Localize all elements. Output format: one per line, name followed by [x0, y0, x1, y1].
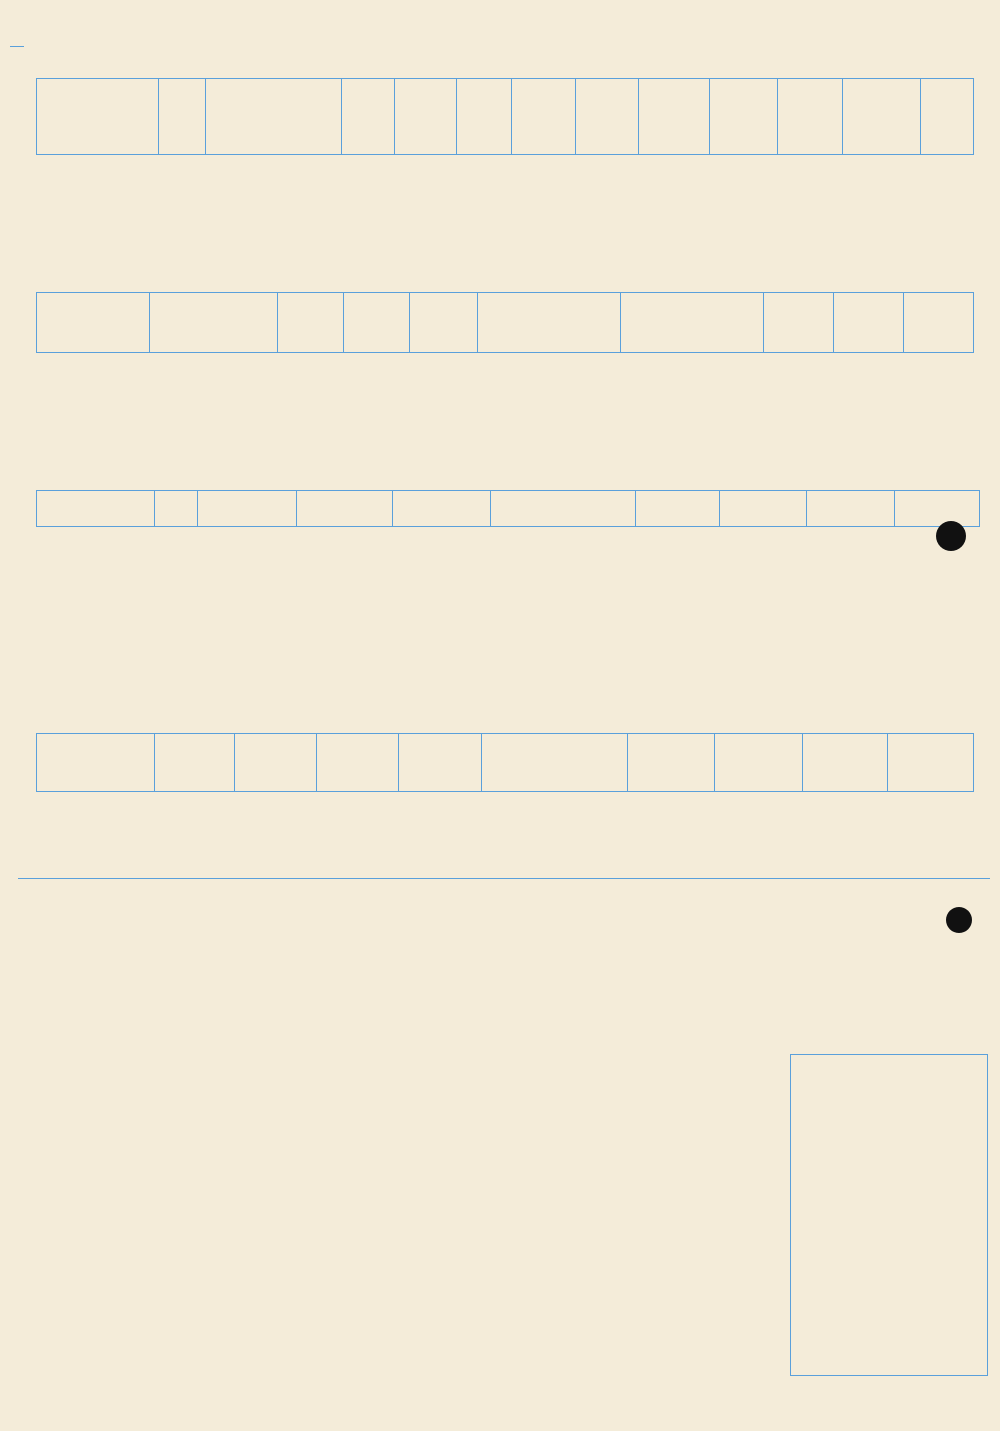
col-as-m-unt-r	[888, 734, 974, 792]
col-as-s-auf-l	[155, 734, 235, 792]
col-t7-l	[343, 293, 409, 353]
col-as-s-auf-r	[627, 734, 715, 792]
col-eb-station	[490, 491, 635, 527]
col-as-m-auf-r	[802, 734, 888, 792]
col-tmin-boden	[709, 79, 778, 155]
luftdruck-erdboden-table	[36, 490, 980, 527]
punch-hole	[946, 907, 972, 933]
col-max-r	[903, 293, 973, 353]
punch-hole	[936, 521, 966, 551]
col-mittel	[576, 79, 639, 155]
col-as-station-l	[37, 734, 155, 792]
col-as-m-auf-l	[316, 734, 398, 792]
col-max-l	[409, 293, 477, 353]
col-t7-r	[833, 293, 903, 353]
domestic-weather-table	[36, 78, 974, 155]
col-wetter	[205, 79, 341, 155]
col-station	[37, 79, 159, 155]
col-eb-100	[895, 491, 980, 527]
col-as-m-unt-l	[398, 734, 482, 792]
col-wind-r	[763, 293, 833, 353]
col-ld-mb	[392, 491, 490, 527]
col-schnee	[921, 79, 974, 155]
col-eb-20	[720, 491, 807, 527]
col-wind-l	[277, 293, 343, 353]
station-key	[826, 906, 994, 910]
col-taupunkt	[457, 79, 512, 155]
col-wetter-l	[150, 293, 277, 353]
col-nieder	[842, 79, 920, 155]
col-as-s-unt-r	[715, 734, 803, 792]
col-station-r	[477, 293, 620, 353]
col-eb-50	[806, 491, 894, 527]
col-hoechste	[511, 79, 576, 155]
col-ld-station	[37, 491, 155, 527]
col-sonne	[778, 79, 843, 155]
col-in2m	[394, 79, 457, 155]
col-as-station-r	[482, 734, 627, 792]
col-ld-mm-meer	[296, 491, 392, 527]
col-hoehe	[159, 79, 206, 155]
astro-table	[36, 733, 974, 792]
col-wind	[341, 79, 394, 155]
col-station-l	[37, 293, 150, 353]
ausland-table	[36, 292, 974, 353]
col-as-s-unt-l	[235, 734, 317, 792]
col-eb-10	[635, 491, 720, 527]
col-ld-mm	[198, 491, 296, 527]
col-tmin-2m	[639, 79, 710, 155]
aerological-diagram	[28, 910, 788, 1380]
remarks-box	[790, 1054, 988, 1376]
corner-mark	[10, 46, 24, 47]
col-wetter-r	[620, 293, 763, 353]
col-ld-barom	[154, 491, 198, 527]
section-divider	[18, 878, 990, 879]
